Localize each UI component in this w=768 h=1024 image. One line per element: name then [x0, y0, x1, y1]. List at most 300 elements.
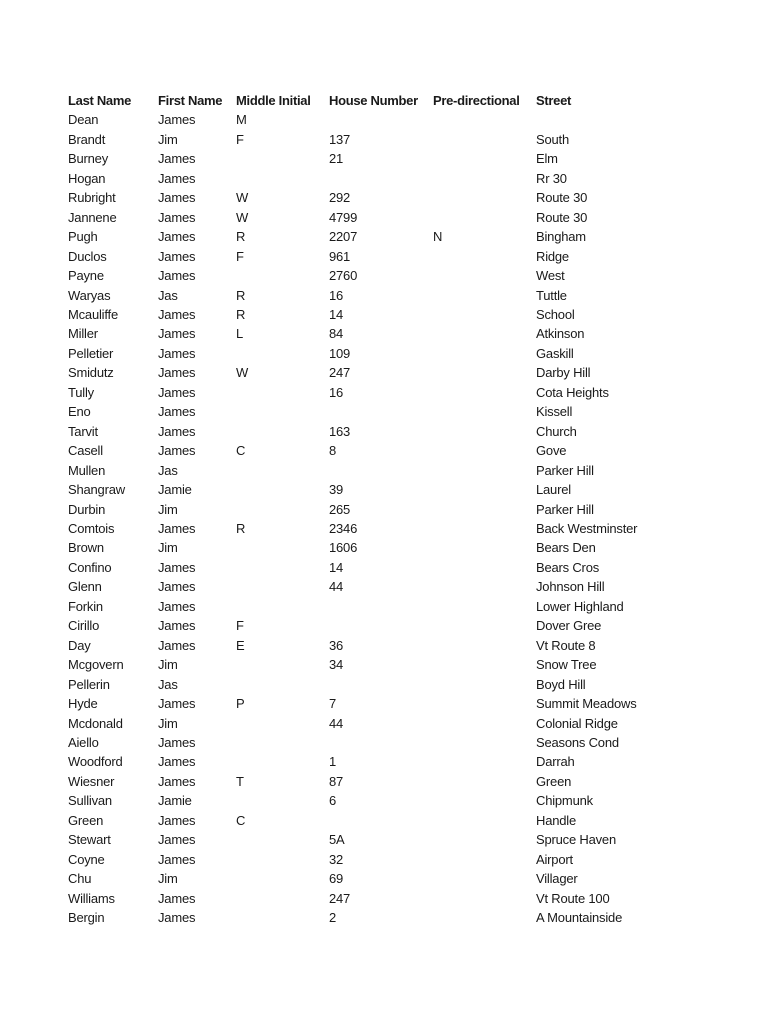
table-row [68, 110, 686, 129]
pre-directional-cell [433, 830, 536, 849]
table-row [68, 519, 686, 538]
house-number-cell: 14 [329, 306, 344, 322]
first-name-cell: James [158, 773, 196, 789]
first-name-cell: James [158, 832, 196, 848]
street-cell: Johnson Hill [536, 579, 605, 595]
street-cell: Bears Den [536, 540, 596, 556]
street-cell: Bingham [536, 229, 586, 245]
street-cell: Laurel [536, 482, 571, 498]
street-cell: West [536, 268, 565, 284]
last-name-cell: Comtois [68, 520, 115, 536]
first-name-cell: Jim [158, 131, 178, 147]
table-row [68, 344, 686, 363]
table-row [68, 538, 686, 557]
table-row [68, 305, 686, 324]
table-row [68, 655, 686, 674]
street-cell: Villager [536, 871, 578, 887]
table-row [68, 733, 686, 752]
house-number-cell [329, 675, 433, 694]
first-name-cell: James [158, 365, 196, 381]
pre-directional-cell [433, 577, 536, 596]
pre-directional-cell [433, 305, 536, 324]
last-name-cell: Dean [68, 112, 99, 128]
last-name-cell: Rubright [68, 190, 116, 206]
first-name-cell: James [158, 229, 196, 245]
last-name-cell: Williams [68, 890, 115, 906]
last-name-cell: Forkin [68, 598, 103, 614]
middle-initial-cell [236, 714, 329, 733]
first-name-cell: James [158, 306, 196, 322]
table-row [68, 441, 686, 460]
street-cell [536, 110, 686, 129]
house-number-cell: 16 [329, 287, 344, 303]
street-cell: Vt Route 8 [536, 637, 596, 653]
table-row [68, 791, 686, 810]
house-number-cell: 2346 [329, 520, 358, 536]
pre-directional-cell [433, 714, 536, 733]
address-table [68, 91, 686, 927]
house-number-cell: 6 [329, 793, 337, 809]
street-cell: South [536, 131, 569, 147]
street-cell: Snow Tree [536, 657, 597, 673]
last-name-cell: Pugh [68, 229, 98, 245]
street-cell: Vt Route 100 [536, 890, 610, 906]
street-cell: Chipmunk [536, 793, 593, 809]
table-row [68, 558, 686, 577]
last-name-cell: Waryas [68, 287, 111, 303]
middle-initial-cell [236, 791, 329, 810]
last-name-cell: Coyne [68, 851, 105, 867]
first-name-cell: James [158, 112, 196, 128]
last-name-cell: Casell [68, 443, 103, 459]
table-row [68, 286, 686, 305]
table-row [68, 208, 686, 227]
middle-initial-cell: W [236, 365, 249, 381]
middle-initial-cell [236, 266, 329, 285]
pre-directional-cell [433, 655, 536, 674]
pre-directional-cell [433, 149, 536, 168]
house-number-cell: 21 [329, 151, 344, 167]
pre-directional-cell [433, 675, 536, 694]
middle-initial-cell [236, 402, 329, 421]
table-row [68, 500, 686, 519]
first-name-cell: Jim [158, 715, 178, 731]
middle-initial-cell: R [236, 287, 246, 303]
street-cell: Tuttle [536, 287, 567, 303]
last-name-cell: Confino [68, 559, 112, 575]
middle-initial-cell: T [236, 773, 244, 789]
house-number-cell: 1 [329, 754, 337, 770]
house-number-cell: 109 [329, 345, 351, 361]
table-row [68, 577, 686, 596]
pre-directional-cell [433, 286, 536, 305]
pre-directional-cell [433, 889, 536, 908]
table-row [68, 714, 686, 733]
last-name-cell: Jannene [68, 209, 117, 225]
last-name-cell: Pellerin [68, 676, 110, 692]
pre-directional-cell [433, 772, 536, 791]
last-name-cell: Payne [68, 268, 104, 284]
pre-directional-cell [433, 188, 536, 207]
house-number-cell: 39 [329, 482, 344, 498]
pre-directional-cell [433, 616, 536, 635]
street-cell: Bears Cros [536, 559, 600, 575]
street-cell: Church [536, 423, 577, 439]
last-name-cell: Brown [68, 540, 104, 556]
table-row [68, 694, 686, 713]
middle-initial-cell: R [236, 520, 246, 536]
street-cell: Route 30 [536, 209, 588, 225]
first-name-cell: James [158, 851, 196, 867]
street-cell: Colonial Ridge [536, 715, 618, 731]
first-name-cell: James [158, 696, 196, 712]
pre-directional-cell [433, 344, 536, 363]
pre-directional-cell [433, 402, 536, 421]
first-name-cell: James [158, 248, 196, 264]
house-number-cell: 16 [329, 384, 344, 400]
first-name-cell: Jas [158, 676, 178, 692]
last-name-cell: Durbin [68, 501, 106, 517]
middle-initial-cell: F [236, 248, 244, 264]
header-row [68, 91, 686, 110]
first-name-cell: Jim [158, 540, 178, 556]
first-name-cell: James [158, 443, 196, 459]
last-name-cell: Eno [68, 404, 91, 420]
last-name-cell: Stewart [68, 832, 111, 848]
first-name-cell: James [158, 890, 196, 906]
first-name-cell: James [158, 209, 196, 225]
last-name-cell: Duclos [68, 248, 107, 264]
first-name-cell: James [158, 170, 196, 186]
middle-initial-cell [236, 655, 329, 674]
middle-initial-cell [236, 850, 329, 869]
house-number-cell: 137 [329, 131, 351, 147]
house-number-cell: 4799 [329, 209, 358, 225]
street-cell: Boyd Hill [536, 676, 586, 692]
house-number-cell [329, 110, 433, 129]
house-number-cell: 87 [329, 773, 344, 789]
house-number-cell: 163 [329, 423, 351, 439]
last-name-cell: Miller [68, 326, 98, 342]
middle-initial-cell: C [236, 812, 246, 828]
pre-directional-cell [433, 733, 536, 752]
house-number-cell: 2 [329, 910, 337, 926]
table-row [68, 324, 686, 343]
pre-directional-cell [433, 558, 536, 577]
middle-initial-cell [236, 908, 329, 927]
table-row [68, 830, 686, 849]
pre-directional-cell [433, 500, 536, 519]
house-number-cell: 44 [329, 579, 344, 595]
house-number-cell: 14 [329, 559, 344, 575]
middle-initial-cell [236, 889, 329, 908]
street-cell: Dover Gree [536, 618, 602, 634]
last-name-cell: Green [68, 812, 104, 828]
first-name-cell: Jas [158, 287, 178, 303]
table-row [68, 149, 686, 168]
house-number-cell: 961 [329, 248, 351, 264]
house-number-cell [329, 402, 433, 421]
street-cell: Route 30 [536, 190, 588, 206]
first-name-cell: James [158, 559, 196, 575]
street-cell: Gove [536, 443, 567, 459]
middle-initial-cell [236, 461, 329, 480]
last-name-cell: Chu [68, 871, 92, 887]
house-number-cell: 247 [329, 890, 351, 906]
street-cell: School [536, 306, 575, 322]
house-number-cell [329, 616, 433, 635]
middle-initial-cell: W [236, 209, 249, 225]
house-number-cell: 8 [329, 443, 337, 459]
middle-initial-cell [236, 538, 329, 557]
first-name-cell: James [158, 910, 196, 926]
pre-directional-cell [433, 266, 536, 285]
middle-initial-cell [236, 344, 329, 363]
house-number-cell [329, 733, 433, 752]
middle-initial-cell [236, 675, 329, 694]
first-name-cell: James [158, 734, 196, 750]
pre-directional-cell [433, 383, 536, 402]
middle-initial-cell [236, 869, 329, 888]
street-cell: Parker Hill [536, 501, 594, 517]
pre-directional-cell [433, 130, 536, 149]
middle-initial-cell [236, 733, 329, 752]
house-number-cell: 2207 [329, 229, 358, 245]
street-cell: Green [536, 773, 572, 789]
last-name-cell: Pelletier [68, 345, 114, 361]
first-name-cell: Jim [158, 871, 178, 887]
first-name-cell: James [158, 812, 196, 828]
header-street: Street [536, 93, 572, 108]
middle-initial-cell [236, 752, 329, 771]
table-row [68, 869, 686, 888]
pre-directional-cell [433, 247, 536, 266]
first-name-cell: James [158, 598, 196, 614]
first-name-cell: Jamie [158, 482, 192, 498]
house-number-cell: 32 [329, 851, 344, 867]
house-number-cell: 36 [329, 637, 344, 653]
middle-initial-cell: M [236, 112, 247, 128]
last-name-cell: Brandt [68, 131, 106, 147]
first-name-cell: James [158, 151, 196, 167]
street-cell: Parker Hill [536, 462, 594, 478]
pre-directional-cell [433, 480, 536, 499]
middle-initial-cell [236, 830, 329, 849]
first-name-cell: Jim [158, 501, 178, 517]
middle-initial-cell: L [236, 326, 244, 342]
middle-initial-cell: F [236, 131, 244, 147]
table-row [68, 383, 686, 402]
table-row [68, 616, 686, 635]
pre-directional-cell [433, 538, 536, 557]
last-name-cell: Shangraw [68, 482, 125, 498]
pre-directional-cell [433, 422, 536, 441]
pre-directional-cell [433, 811, 536, 830]
pre-directional-cell [433, 208, 536, 227]
pre-directional-cell [433, 636, 536, 655]
street-cell: Back Westminster [536, 520, 638, 536]
middle-initial-cell: F [236, 618, 244, 634]
middle-initial-cell [236, 577, 329, 596]
table-row [68, 461, 686, 480]
street-cell: Atkinson [536, 326, 585, 342]
first-name-cell: James [158, 326, 196, 342]
last-name-cell: Mullen [68, 462, 106, 478]
last-name-cell: Aiello [68, 734, 99, 750]
table-row [68, 772, 686, 791]
street-cell: Seasons Cond [536, 734, 619, 750]
house-number-cell: 44 [329, 715, 344, 731]
last-name-cell: Woodford [68, 754, 123, 770]
street-cell: Elm [536, 151, 558, 167]
table-row [68, 188, 686, 207]
house-number-cell [329, 169, 433, 188]
house-number-cell: 84 [329, 326, 344, 342]
first-name-cell: James [158, 345, 196, 361]
first-name-cell: James [158, 190, 196, 206]
street-cell: A Mountainside [536, 910, 623, 926]
house-number-cell [329, 811, 433, 830]
house-number-cell: 265 [329, 501, 351, 517]
street-cell: Darby Hill [536, 365, 591, 381]
table-row [68, 597, 686, 616]
house-number-cell: 247 [329, 365, 351, 381]
first-name-cell: James [158, 754, 196, 770]
last-name-cell: Mcgovern [68, 657, 124, 673]
table-row [68, 422, 686, 441]
pre-directional-cell [433, 169, 536, 188]
pre-directional-cell [433, 519, 536, 538]
table-row [68, 889, 686, 908]
street-cell: Gaskill [536, 345, 574, 361]
middle-initial-cell: C [236, 443, 246, 459]
table-row [68, 752, 686, 771]
street-cell: Summit Meadows [536, 696, 637, 712]
last-name-cell: Mcauliffe [68, 306, 118, 322]
first-name-cell: James [158, 423, 196, 439]
first-name-cell: James [158, 268, 196, 284]
middle-initial-cell: R [236, 229, 246, 245]
last-name-cell: Smidutz [68, 365, 114, 381]
table-row [68, 169, 686, 188]
middle-initial-cell [236, 149, 329, 168]
middle-initial-cell: P [236, 696, 245, 712]
pre-directional-cell [433, 694, 536, 713]
last-name-cell: Bergin [68, 910, 105, 926]
first-name-cell: James [158, 579, 196, 595]
last-name-cell: Burney [68, 151, 108, 167]
pre-directional-cell [433, 791, 536, 810]
table-row [68, 850, 686, 869]
first-name-cell: James [158, 404, 196, 420]
house-number-cell [329, 597, 433, 616]
header-first-name: First Name [158, 93, 223, 108]
table-row [68, 247, 686, 266]
street-cell: Cota Heights [536, 384, 609, 400]
house-number-cell [329, 461, 433, 480]
house-number-cell: 292 [329, 190, 351, 206]
table-row [68, 636, 686, 655]
table-row [68, 675, 686, 694]
table-row [68, 130, 686, 149]
header-middle-initial: Middle Initial [236, 93, 311, 108]
header-pre-directional: Pre-directional [433, 93, 520, 108]
header-house-number: House Number [329, 93, 418, 108]
pre-directional-cell [433, 597, 536, 616]
table-row [68, 908, 686, 927]
pre-directional-cell [433, 461, 536, 480]
house-number-cell: 34 [329, 657, 344, 673]
last-name-cell: Glenn [68, 579, 102, 595]
table-row [68, 811, 686, 830]
header-last-name: Last Name [68, 93, 132, 108]
pre-directional-cell [433, 363, 536, 382]
street-cell: Darrah [536, 754, 575, 770]
middle-initial-cell [236, 500, 329, 519]
first-name-cell: Jamie [158, 793, 192, 809]
house-number-cell: 7 [329, 696, 337, 712]
street-cell: Airport [536, 851, 573, 867]
last-name-cell: Mcdonald [68, 715, 123, 731]
table-row [68, 266, 686, 285]
pre-directional-cell [433, 908, 536, 927]
table-row [68, 227, 686, 246]
pre-directional-cell [433, 752, 536, 771]
first-name-cell: Jas [158, 462, 178, 478]
street-cell: Handle [536, 812, 576, 828]
street-cell: Spruce Haven [536, 832, 616, 848]
pre-directional-cell [433, 110, 536, 129]
pre-directional-cell [433, 850, 536, 869]
first-name-cell: James [158, 618, 196, 634]
middle-initial-cell [236, 480, 329, 499]
first-name-cell: James [158, 520, 196, 536]
first-name-cell: James [158, 637, 196, 653]
last-name-cell: Hogan [68, 170, 106, 186]
last-name-cell: Tarvit [68, 423, 98, 439]
street-cell: Ridge [536, 248, 569, 264]
first-name-cell: Jim [158, 657, 178, 673]
pre-directional-cell [433, 324, 536, 343]
middle-initial-cell [236, 169, 329, 188]
middle-initial-cell [236, 558, 329, 577]
last-name-cell: Cirillo [68, 618, 100, 634]
middle-initial-cell: R [236, 306, 246, 322]
house-number-cell: 5A [329, 832, 345, 848]
last-name-cell: Sullivan [68, 793, 112, 809]
pre-directional-cell: N [433, 229, 443, 245]
last-name-cell: Tully [68, 384, 94, 400]
middle-initial-cell [236, 422, 329, 441]
last-name-cell: Day [68, 637, 91, 653]
house-number-cell: 2760 [329, 268, 358, 284]
middle-initial-cell [236, 597, 329, 616]
street-cell: Lower Highland [536, 598, 624, 614]
house-number-cell: 69 [329, 871, 344, 887]
first-name-cell: James [158, 384, 196, 400]
table-row [68, 480, 686, 499]
middle-initial-cell [236, 383, 329, 402]
last-name-cell: Wiesner [68, 773, 115, 789]
table-body [68, 110, 686, 927]
pre-directional-cell [433, 869, 536, 888]
street-cell: Rr 30 [536, 170, 567, 186]
table-row [68, 402, 686, 421]
last-name-cell: Hyde [68, 696, 98, 712]
middle-initial-cell: E [236, 637, 245, 653]
street-cell: Kissell [536, 404, 573, 420]
middle-initial-cell: W [236, 190, 249, 206]
